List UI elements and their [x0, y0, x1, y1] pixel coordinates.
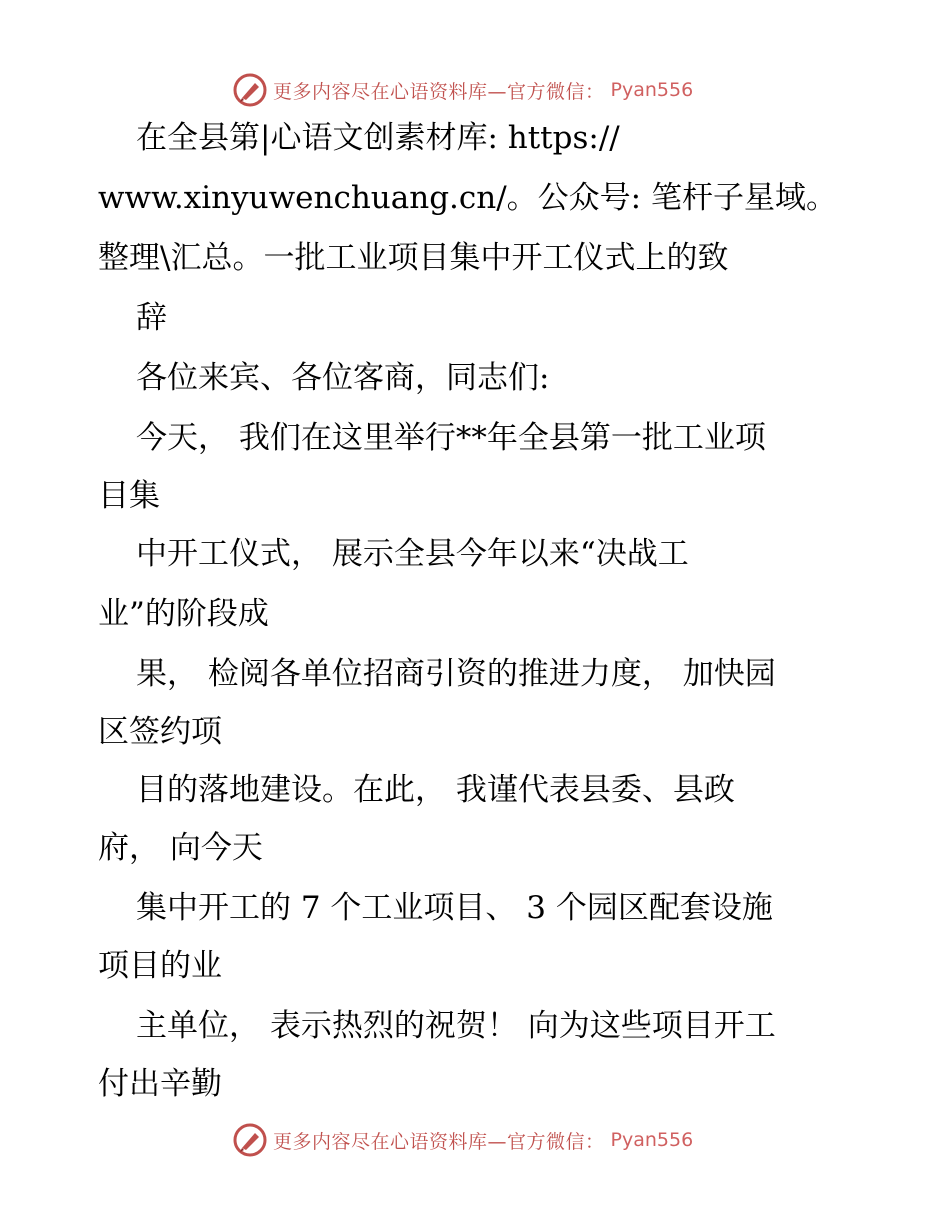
text-line: 目的落地建设。在此， 我谨代表县委、县政: [136, 772, 735, 808]
text-line: 集中开工的 7 个工业项目、 3 个园区配套设施: [136, 890, 773, 926]
watermark-account: Pyan556: [610, 79, 694, 101]
text-line: 目集: [98, 478, 160, 514]
footer-watermark: [233, 1120, 693, 1160]
text-line: 区签约项: [98, 714, 222, 750]
text-line: 府， 向今天: [98, 830, 263, 866]
pen-logo-icon: [233, 1123, 267, 1157]
text-line: 业”的阶段成: [98, 596, 269, 632]
text-line: 中开工仪式， 展示全县今年以来“决战工: [136, 536, 689, 572]
watermark-text: 更多内容尽在心语资料库—官方微信：: [273, 80, 605, 103]
text-line: 果， 检阅各单位招商引资的推进力度， 加快园: [136, 656, 776, 692]
header-watermark: [233, 70, 693, 110]
text-line: 辞: [136, 300, 167, 336]
text-line: www.xinyuwenchuang.cn/。公众号: 笔杆子星域。: [98, 180, 837, 216]
watermark-text: 更多内容尽在心语资料库—官方微信：: [273, 1130, 605, 1153]
text-line: 整理\汇总。一批工业项目集中开工仪式上的致: [98, 240, 729, 276]
text-line: 在全县第|心语文创素材库: https://: [136, 120, 620, 156]
text-line: 项目的业: [98, 948, 222, 984]
pen-logo-icon: [233, 73, 267, 107]
text-line: 付出辛勤: [98, 1066, 222, 1102]
text-line: 各位来宾、各位客商，同志们:: [136, 360, 550, 396]
watermark-account: Pyan556: [610, 1129, 694, 1151]
text-line: 今天， 我们在这里举行**年全县第一批工业项: [136, 420, 766, 456]
text-line: 主单位， 表示热烈的祝贺！ 向为这些项目开工: [136, 1008, 776, 1044]
